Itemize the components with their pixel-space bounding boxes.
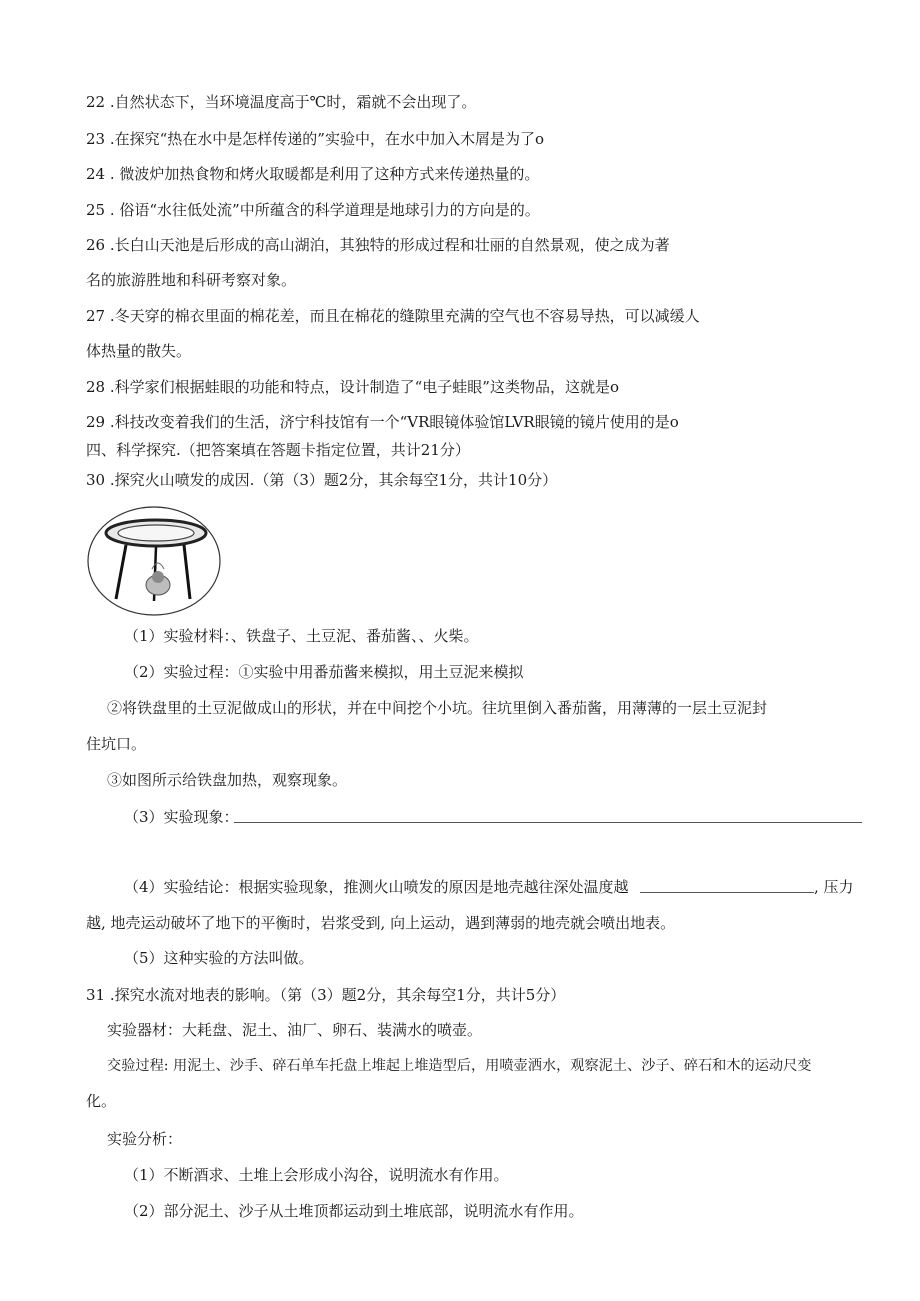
q30-step-4-tail: , 压力 bbox=[814, 878, 854, 896]
question-31: 31 .探究水流对地表的影响。（第（3）题2分，其余每空1分，共计5分） bbox=[86, 986, 566, 1004]
q31-process-cont: 化。 bbox=[86, 1092, 117, 1110]
answer-line-temperature[interactable] bbox=[640, 892, 814, 893]
q30-step-4-cont: 越, 地壳运动破坏了地下的平衡时，岩浆受到, 向上运动，遇到薄弱的地壳就会喷出地表。 bbox=[86, 914, 676, 932]
q30-step-3: （3）实验现象： bbox=[124, 808, 239, 826]
q31-analysis-1: （1）不断酒求、土堆上会形成小沟谷，说明流水有作用。 bbox=[124, 1166, 509, 1184]
q31-analysis-2: （2）部分泥土、沙子从土堆顶都运动到土堆底部，说明流水有作用。 bbox=[124, 1202, 584, 1220]
q30-step-4: （4）实验结论：根据实验现象，推测火山喷发的原因是地壳越往深处温度越 bbox=[124, 878, 629, 896]
q30-step-2b: ②将铁盘里的土豆泥做成山的形状，并在中间挖个小坑。往坑里倒入番茄酱，用薄薄的一层土豆泥封 bbox=[107, 699, 768, 717]
q30-step-1: （1）实验材料：、铁盘子、土豆泥、番茄酱、、火柴。 bbox=[124, 627, 479, 645]
question-30: 30 .探究火山喷发的成因.（第（3）题2分，其余每空1分，共计10分） bbox=[86, 471, 558, 489]
q30-step-2c: ③如图所示给铁盘加热，观察现象。 bbox=[107, 771, 348, 789]
question-24: 24 . 微波炉加热食物和烤火取暖都是利用了这种方式来传递热量的。 bbox=[86, 165, 540, 183]
volcano-experiment-figure bbox=[86, 505, 222, 617]
q30-step-5: （5）这种实验的方法叫做。 bbox=[124, 949, 314, 967]
question-22: 22 .自然状态下，当环境温度高于℃时，霜就不会出现了。 bbox=[86, 93, 477, 111]
question-25: 25 . 俗语“水往低处流”中所蕴含的科学道理是地球引力的方向是的。 bbox=[86, 201, 540, 219]
answer-line-phenomenon[interactable] bbox=[234, 822, 862, 823]
q30-step-2: （2）实验过程：①实验中用番茄酱来模拟，用土豆泥来模拟 bbox=[124, 663, 524, 681]
question-23: 23 .在探究“热在水中是怎样传递的”实验中，在水中加入木屑是为了o bbox=[86, 130, 544, 148]
q31-materials: 实验器材：大耗盘、泥土、油厂、卵石、装满水的喷壶。 bbox=[107, 1021, 483, 1039]
q31-process: 交验过程: 用泥土、沙手、碎石单车托盘上堆起上堆造型后，用喷壶洒水，观察泥土、沙子、碎石和木的运动尺变 bbox=[107, 1058, 812, 1074]
question-27: 27 .冬天穿的棉衣里面的棉花差，而且在棉花的缝隙里充满的空气也不容易导热，可以减缓人 bbox=[86, 307, 700, 325]
question-27-cont: 体热量的散失。 bbox=[86, 342, 192, 360]
question-26-cont: 名的旅游胜地和科研考察对象。 bbox=[86, 271, 297, 289]
q30-step-2b-cont: 住坑口。 bbox=[86, 735, 147, 753]
question-28: 28 .科学家们根据蛙眼的功能和特点，设计制造了“电子蛙眼”这类物品，这就是o bbox=[86, 378, 619, 396]
question-29: 29 .科技改变着我们的生活，济宁科技馆有一个“VR眼镜体验馆LVR眼镜的镜片使用的是o bbox=[86, 413, 679, 431]
question-26: 26 .长白山天池是后形成的高山湖泊，其独特的形成过程和壮丽的自然景观，使之成为著 bbox=[86, 236, 670, 254]
q31-analysis-heading: 实验分析： bbox=[107, 1130, 183, 1148]
section-4-heading: 四、科学探究.（把答案填在答题卡指定位置，共计21分） bbox=[86, 441, 470, 459]
